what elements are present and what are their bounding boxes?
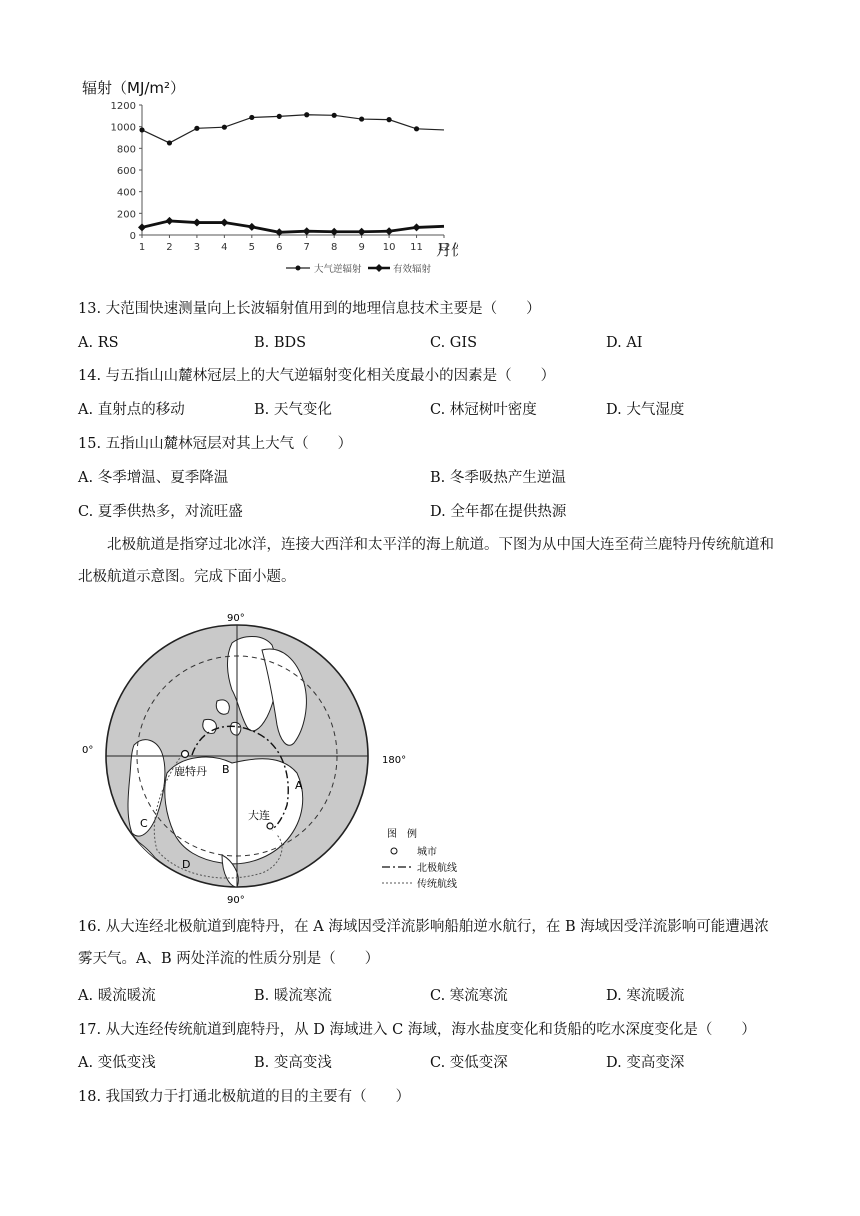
chart-point-series-2: [248, 223, 256, 231]
q17-option-d[interactable]: D. 变高变深: [606, 1055, 685, 1071]
chart-x-tick-label: 12: [437, 242, 451, 253]
q14-option-a[interactable]: A. 直射点的移动: [78, 402, 185, 418]
chart-x-tick-label: 8: [330, 242, 338, 253]
chart-y-tick-label: 1200: [110, 101, 136, 112]
question-16-stem: 16. 从大连经北极航道到鹿特丹，在 A 海域因受洋流影响船舶逆水航行，在 B 海域因受洋流影响可能遭遇浓雾天气。A、B 两处洋流的性质分别是（ ）: [78, 919, 769, 967]
chart-point-series-1: [414, 126, 419, 131]
chart-y-tick-label: 0: [129, 231, 136, 242]
q17-option-c[interactable]: C. 变低变深: [430, 1055, 508, 1071]
q16-option-d[interactable]: D. 寒流暖流: [606, 988, 685, 1004]
question-15-stem: 15. 五指山山麓林冠层对其上大气（ ）: [78, 436, 353, 452]
legend-series-2-marker: [375, 264, 383, 272]
legend-series-1-label: 大气逆辐射: [314, 264, 362, 275]
chart-x-tick-label: 5: [248, 242, 256, 253]
chart-y-tick-label: 1000: [110, 122, 136, 134]
map-label-dalian: 大连: [248, 809, 270, 822]
q15-option-d[interactable]: D. 全年都在提供热源: [430, 504, 567, 520]
map-label-a: A: [295, 779, 303, 792]
legend-series-1-marker: [296, 266, 301, 271]
question-18-stem: 18. 我国致力于打通北极航道的目的主要有（ ）: [78, 1089, 411, 1105]
q16-option-b[interactable]: B. 暖流寒流: [254, 988, 332, 1004]
chart-point-series-1: [139, 127, 144, 132]
chart-point-series-1: [277, 114, 282, 119]
chart-point-series-1: [194, 126, 199, 131]
q13-option-c[interactable]: C. GIS: [430, 335, 478, 351]
chart-x-tick-label: 10: [382, 242, 396, 253]
map-label-rotterdam: 鹿特丹: [174, 765, 207, 778]
q16-option-a[interactable]: A. 暖流暖流: [78, 988, 156, 1004]
chart-point-series-2: [193, 219, 201, 227]
chart-x-tick-label: 9: [358, 242, 365, 253]
chart-x-tick-label: 3: [193, 242, 201, 253]
map-label-right: 180°: [382, 755, 407, 766]
island-3: [230, 722, 240, 735]
chart-y-tick-label: 600: [116, 166, 136, 177]
island-1: [216, 700, 229, 714]
chart-xlabel: 月: [435, 241, 451, 259]
legend-city-label: 城市: [417, 847, 437, 858]
chart-point-series-1: [249, 115, 254, 120]
chart-y-tick-label: 800: [116, 144, 136, 156]
chart-x-tick-label: 4: [221, 242, 228, 253]
radiation-chart: [78, 72, 458, 287]
arctic-route-map: [82, 605, 482, 905]
chart-point-series-1: [359, 116, 364, 121]
rotterdam-city-icon: [182, 751, 189, 758]
chart-x-tick-label: 1: [138, 242, 146, 253]
dalian-city-icon: [267, 823, 273, 829]
question-17-stem: 17. 从大连经传统航道到鹿特丹，从 D 海域进入 C 海域，海水盐度变化和货船的吃水深度变化是（ ）: [78, 1022, 756, 1038]
chart-point-series-1: [386, 117, 391, 122]
chart-y-tick-label: 400: [116, 187, 136, 199]
legend-series-2-label: 有效辐射: [393, 264, 432, 275]
chart-point-series-2: [220, 219, 228, 227]
q13-option-b[interactable]: B. BDS: [254, 335, 307, 351]
chart-point-series-1: [222, 125, 227, 130]
chart-point-series-2: [138, 223, 146, 231]
legend-city-icon: [391, 848, 397, 854]
q14-option-d[interactable]: D. 大气湿度: [606, 402, 685, 418]
chart-point-series-1: [167, 140, 172, 145]
map-label-b: B: [222, 763, 230, 776]
q15-option-b[interactable]: B. 冬季吸热产生逆温: [430, 470, 566, 486]
q14-option-b[interactable]: B. 天气变化: [254, 402, 332, 418]
chart-y-tick-label: 200: [116, 209, 136, 221]
map-legend: [382, 827, 457, 890]
q13-option-a[interactable]: A. RS: [78, 335, 119, 351]
chart-point-series-1: [332, 113, 337, 118]
arctic-route-map-svg: [82, 605, 482, 905]
map-label-bottom: 90°: [227, 895, 245, 905]
question-14-stem: 14. 与五指山山麓林冠层上的大气逆辐射变化相关度最小的因素是（ ）: [78, 368, 556, 384]
q17-option-b[interactable]: B. 变高变浅: [254, 1055, 332, 1071]
map-label-top: 90°: [227, 613, 245, 624]
radiation-chart-svg: [78, 72, 458, 287]
chart-ylabel: 辐射（MJ/m²）: [82, 79, 186, 97]
legend-traditional-label: 传统航线: [417, 879, 457, 890]
chart-series-line-2: [142, 221, 444, 232]
legend-title: 图 例: [387, 829, 417, 840]
island-2: [203, 719, 217, 733]
q15-option-c[interactable]: C. 夏季供热多，对流旺盛: [78, 504, 243, 520]
chart-point-series-2: [303, 227, 311, 235]
q13-option-d[interactable]: D. AI: [606, 335, 643, 351]
map-label-c: C: [140, 817, 148, 830]
passage-intro: 北极航道是指穿过北冰洋，连接大西洋和太平洋的海上航道。下图为从中国大连至荷兰鹿特丹传统航道和北极航道示意图。完成下面小题。: [78, 537, 774, 585]
chart-x-tick-label: 7: [303, 242, 310, 253]
chart-x-tick-label: 11: [410, 242, 423, 253]
chart-series-line-1: [142, 115, 444, 143]
chart-point-series-2: [413, 223, 421, 231]
chart-x-tick-label: 2: [166, 242, 173, 253]
map-label-d: D: [182, 858, 191, 871]
question-13-stem: 13. 大范围快速测量向上长波辐射值用到的地理信息技术主要是（ ）: [78, 301, 541, 317]
q16-option-c[interactable]: C. 寒流寒流: [430, 988, 508, 1004]
chart-point-series-2: [165, 217, 173, 225]
q15-option-a[interactable]: A. 冬季增温、夏季降温: [78, 470, 229, 486]
map-label-left: 0°: [82, 745, 94, 756]
q17-option-a[interactable]: A. 变低变浅: [78, 1055, 156, 1071]
chart-point-series-1: [304, 112, 309, 117]
legend-arctic-label: 北极航线: [417, 863, 457, 874]
chart-point-series-2: [385, 227, 393, 235]
q14-option-c[interactable]: C. 林冠树叶密度: [430, 402, 537, 418]
chart-x-tick-label: 6: [276, 242, 283, 253]
